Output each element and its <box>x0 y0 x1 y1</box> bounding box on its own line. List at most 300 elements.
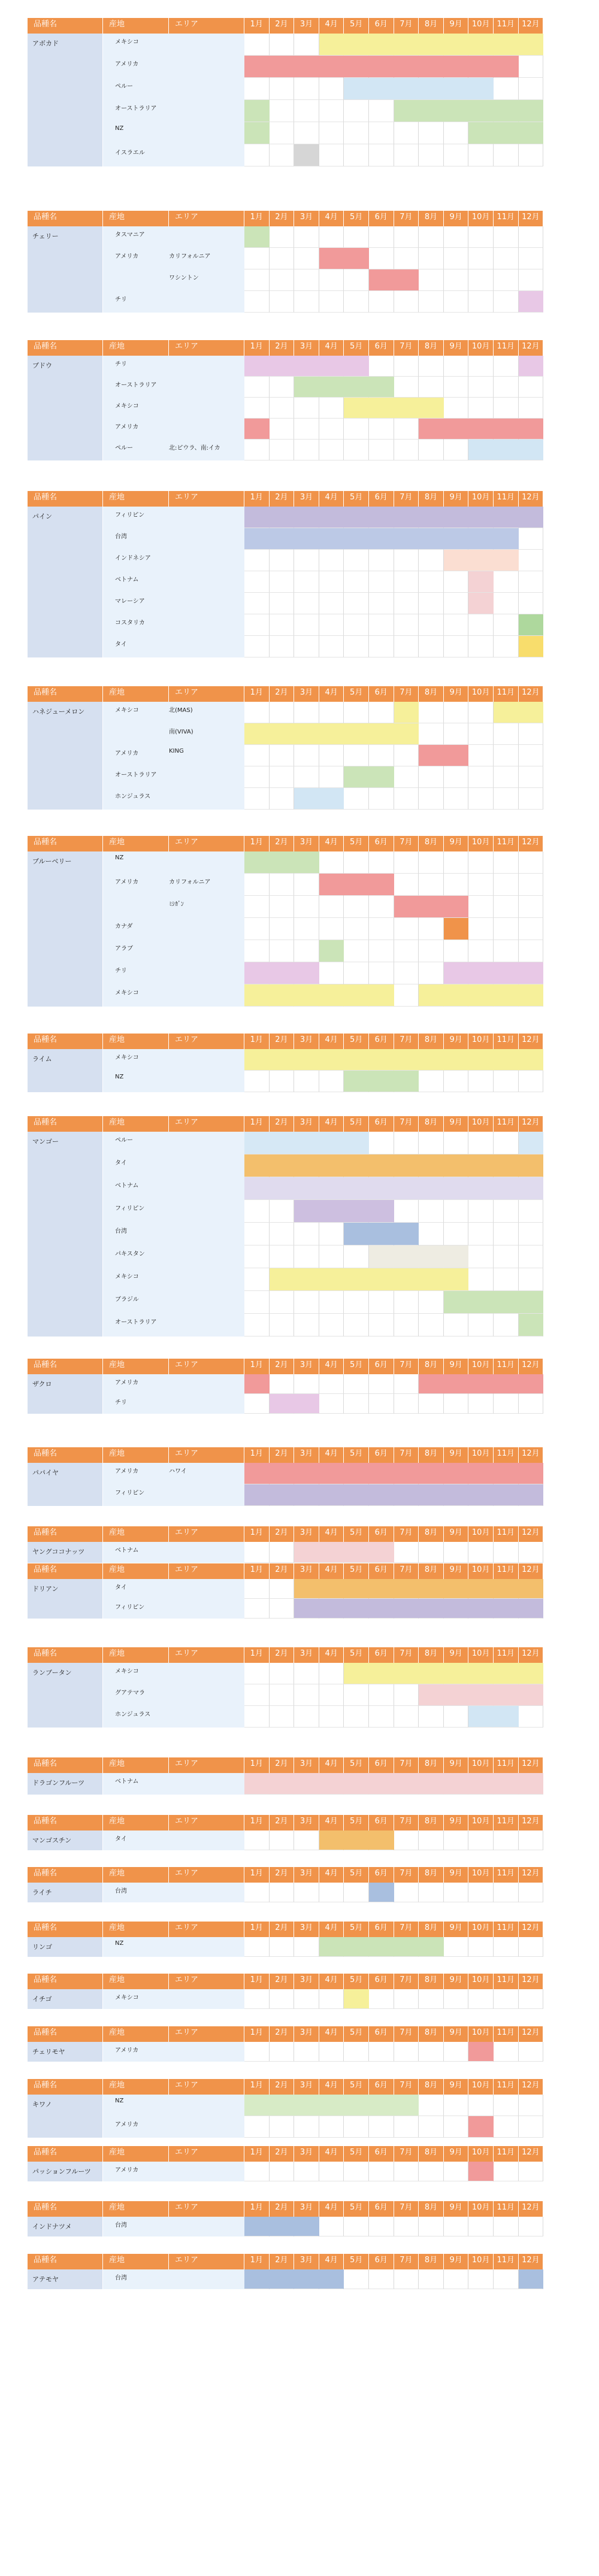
season-cell <box>270 100 295 122</box>
season-cell <box>244 1989 270 2009</box>
header-month: 12月 <box>519 2201 544 2217</box>
season-cell-active <box>444 1463 469 1484</box>
season-cell-active <box>468 2162 494 2181</box>
season-cell <box>244 1937 270 1957</box>
header-variety: 品種名 <box>28 1359 103 1374</box>
table-row <box>28 550 574 571</box>
season-cell <box>419 851 444 874</box>
header-month: 1月 <box>244 2146 270 2162</box>
season-cell-active <box>369 1542 394 1563</box>
header-month: 2月 <box>270 2201 295 2217</box>
season-cell-active <box>419 1049 444 1071</box>
table-row <box>28 1374 574 1394</box>
header-month: 9月 <box>444 1116 469 1132</box>
season-cell <box>369 1706 394 1728</box>
header-month: 11月 <box>494 1526 519 1542</box>
header-month: 3月 <box>294 1563 319 1579</box>
header-origin: 産地 <box>103 491 169 507</box>
area-label <box>169 2217 244 2236</box>
season-cell-active <box>494 550 519 571</box>
season-cell <box>319 766 344 788</box>
header-month: 6月 <box>369 18 394 34</box>
season-cell <box>270 1291 295 1314</box>
header-month: 10月 <box>468 1526 494 1542</box>
season-cell-active <box>494 1579 519 1599</box>
season-cell-active <box>270 1394 295 1414</box>
header-month: 4月 <box>319 211 344 226</box>
season-cell <box>494 918 519 940</box>
season-cell <box>494 269 519 291</box>
table-row <box>28 356 574 377</box>
area-label <box>169 1132 244 1154</box>
season-cell <box>494 1132 519 1154</box>
header-month: 6月 <box>369 1359 394 1374</box>
season-cell <box>270 1937 295 1957</box>
header-month: 12月 <box>519 2079 544 2095</box>
header-month: 8月 <box>419 1974 444 1989</box>
header-month: 3月 <box>294 340 319 356</box>
header-month: 6月 <box>369 2026 394 2042</box>
season-cell <box>270 1245 295 1268</box>
season-cell <box>244 1268 270 1291</box>
season-cell-active <box>244 122 270 144</box>
season-cell-active <box>294 851 319 874</box>
season-cell <box>468 269 494 291</box>
season-cell <box>270 1684 295 1706</box>
season-cell <box>319 614 344 636</box>
table-row <box>28 1463 574 1484</box>
area-label <box>169 788 244 810</box>
header-month: 9月 <box>444 340 469 356</box>
season-cell-active <box>369 78 394 100</box>
season-cell <box>244 1706 270 1728</box>
header-month: 3月 <box>294 686 319 702</box>
season-cell-active <box>519 1463 544 1484</box>
season-cell-active <box>294 1154 319 1177</box>
season-cell-active <box>394 398 419 419</box>
season-cell <box>369 2269 394 2289</box>
season-cell-active <box>344 398 369 419</box>
season-cell <box>344 940 369 962</box>
header-month: 11月 <box>494 340 519 356</box>
season-cell-active <box>244 962 270 984</box>
header-month: 10月 <box>468 1116 494 1132</box>
season-cell <box>419 1132 444 1154</box>
table-header <box>28 1034 574 1049</box>
area-label <box>169 1314 244 1337</box>
header-month: 9月 <box>444 1867 469 1883</box>
origin-label: ホンジュラス <box>103 788 169 810</box>
season-cell <box>270 636 295 657</box>
header-month: 8月 <box>419 1447 444 1463</box>
season-cell-active <box>468 1463 494 1484</box>
area-label <box>169 1223 244 1245</box>
season-cell-active <box>394 1049 419 1071</box>
season-cell <box>319 1374 344 1394</box>
season-cell-active <box>444 550 469 571</box>
season-cell <box>419 874 444 896</box>
season-cell <box>244 1394 270 1414</box>
season-cell <box>344 122 369 144</box>
season-cell-active <box>468 1706 494 1728</box>
season-cell-active <box>319 1268 344 1291</box>
season-cell <box>468 1245 494 1268</box>
season-cell-active <box>444 1663 469 1684</box>
season-cell <box>444 1200 469 1223</box>
season-cell <box>519 1268 544 1291</box>
area-label <box>169 636 244 657</box>
header-month: 1月 <box>244 1867 270 1883</box>
header-area: エリア <box>169 836 244 851</box>
variety-name: アボカド <box>28 34 103 166</box>
season-cell <box>294 1831 319 1850</box>
season-cell <box>344 2116 369 2138</box>
season-cell-active <box>369 1663 394 1684</box>
header-origin: 産地 <box>103 1815 169 1831</box>
season-cell-active <box>468 571 494 593</box>
season-cell <box>519 1071 544 1092</box>
header-month: 12月 <box>519 18 544 34</box>
season-cell <box>294 1989 319 2009</box>
header-origin: 産地 <box>103 1563 169 1579</box>
season-cell-active <box>344 1154 369 1177</box>
header-month: 8月 <box>419 2026 444 2042</box>
area-label <box>169 100 244 122</box>
season-cell <box>270 2042 295 2062</box>
season-cell-active <box>344 1200 369 1223</box>
season-cell <box>494 248 519 269</box>
season-cell <box>419 144 444 166</box>
header-month: 8月 <box>419 1034 444 1049</box>
season-cell <box>244 896 270 918</box>
season-cell <box>394 593 419 614</box>
season-cell <box>468 1314 494 1337</box>
season-cell <box>319 571 344 593</box>
header-month: 3月 <box>294 211 319 226</box>
season-cell-active <box>519 1374 544 1394</box>
season-cell-active <box>394 1223 419 1245</box>
header-variety: 品種名 <box>28 18 103 34</box>
season-cell <box>344 745 369 766</box>
header-month: 5月 <box>344 2254 369 2269</box>
season-cell-active <box>494 419 519 440</box>
season-cell <box>319 78 344 100</box>
season-cell-active <box>244 2095 270 2116</box>
area-label <box>169 507 244 528</box>
header-month: 8月 <box>419 340 444 356</box>
season-cell <box>519 56 544 78</box>
header-month: 6月 <box>369 1974 394 1989</box>
season-cell <box>369 2116 394 2138</box>
season-cell <box>468 918 494 940</box>
header-month: 11月 <box>494 1116 519 1132</box>
header-month: 9月 <box>444 1757 469 1773</box>
area-label <box>169 984 244 1007</box>
season-cell <box>319 1291 344 1314</box>
header-month: 11月 <box>494 2079 519 2095</box>
header-month: 6月 <box>369 836 394 851</box>
season-cell <box>468 766 494 788</box>
header-month: 9月 <box>444 1647 469 1663</box>
area-label <box>169 1177 244 1200</box>
header-variety: 品種名 <box>28 1867 103 1883</box>
header-month: 11月 <box>494 1359 519 1374</box>
header-area: エリア <box>169 1867 244 1883</box>
season-cell <box>294 1663 319 1684</box>
season-cell-active <box>369 1883 394 1902</box>
header-area: エリア <box>169 340 244 356</box>
season-cell-active <box>344 1132 369 1154</box>
table-row <box>28 874 574 896</box>
season-cell <box>519 226 544 248</box>
header-month: 5月 <box>344 2079 369 2095</box>
header-month: 3月 <box>294 2079 319 2095</box>
header-month: 5月 <box>344 836 369 851</box>
variety-name: パッションフルーツ <box>28 2162 103 2181</box>
table-header <box>28 2201 574 2217</box>
header-month: 7月 <box>394 1526 419 1542</box>
season-cell-active <box>369 766 394 788</box>
season-cell <box>294 2162 319 2181</box>
season-cell-active <box>394 1599 419 1619</box>
season-cell <box>394 1291 419 1314</box>
season-cell-active <box>494 1154 519 1177</box>
season-cell-active <box>294 1484 319 1506</box>
season-cell <box>444 440 469 460</box>
season-cell <box>468 896 494 918</box>
season-cell <box>270 34 295 56</box>
season-cell-active <box>494 122 519 144</box>
origin-label: タイ <box>103 636 169 657</box>
season-cell <box>369 1291 394 1314</box>
table-row <box>28 2269 574 2289</box>
origin-label: ベトナム <box>103 1773 169 1795</box>
season-cell-active <box>519 2269 544 2289</box>
origin-label: アメリカ <box>103 56 169 78</box>
header-month: 4月 <box>319 2026 344 2042</box>
header-month: 11月 <box>494 1815 519 1831</box>
season-cell <box>394 636 419 657</box>
season-cell-active <box>294 1200 319 1223</box>
season-cell-active <box>444 1154 469 1177</box>
origin-label: アメリカ <box>103 248 169 269</box>
header-month: 5月 <box>344 1647 369 1663</box>
season-cell-active <box>444 1773 469 1795</box>
header-month: 4月 <box>319 2146 344 2162</box>
season-cell <box>444 2042 469 2062</box>
header-month: 6月 <box>369 1116 394 1132</box>
header-month: 7月 <box>394 1034 419 1049</box>
header-variety: 品種名 <box>28 2026 103 2042</box>
season-cell-active <box>319 723 344 745</box>
season-cell <box>519 874 544 896</box>
season-cell-active <box>369 1937 394 1957</box>
season-cell <box>270 1579 295 1599</box>
origin-label: メキシコ <box>103 1663 169 1684</box>
season-cell-active <box>344 507 369 528</box>
season-cell <box>468 377 494 398</box>
season-cell <box>494 1245 519 1268</box>
header-month: 11月 <box>494 1447 519 1463</box>
season-cell <box>294 1937 319 1957</box>
header-area: エリア <box>169 1116 244 1132</box>
header-month: 11月 <box>494 1974 519 1989</box>
season-cell-active <box>244 2217 270 2236</box>
area-label <box>169 2116 244 2138</box>
season-cell-active <box>369 1177 394 1200</box>
area-label <box>169 1374 244 1394</box>
header-month: 12月 <box>519 1526 544 1542</box>
season-cell <box>494 1831 519 1850</box>
season-cell <box>494 636 519 657</box>
season-cell <box>444 291 469 313</box>
season-cell <box>244 2042 270 2062</box>
season-cell <box>394 1706 419 1728</box>
season-cell <box>444 2095 469 2116</box>
season-cell <box>344 1394 369 1414</box>
header-month: 12月 <box>519 1922 544 1937</box>
season-cell-active <box>369 1463 394 1484</box>
season-cell <box>294 896 319 918</box>
header-month: 6月 <box>369 1815 394 1831</box>
header-month: 8月 <box>419 1563 444 1579</box>
season-cell <box>394 1883 419 1902</box>
header-month: 9月 <box>444 1526 469 1542</box>
origin-label: 台湾 <box>103 528 169 550</box>
origin-label: タイ <box>103 1154 169 1177</box>
header-origin: 産地 <box>103 1526 169 1542</box>
area-label <box>169 356 244 377</box>
area-label <box>169 144 244 166</box>
table-header <box>28 211 574 226</box>
season-cell <box>369 702 394 723</box>
season-cell-active <box>519 34 544 56</box>
header-month: 4月 <box>319 1815 344 1831</box>
header-origin: 産地 <box>103 1359 169 1374</box>
season-cell-active <box>494 1374 519 1394</box>
season-cell-active <box>294 1132 319 1154</box>
season-cell <box>394 1394 419 1414</box>
season-cell-active <box>270 1049 295 1071</box>
header-month: 4月 <box>319 340 344 356</box>
season-cell <box>244 1245 270 1268</box>
season-cell <box>468 1132 494 1154</box>
header-month: 9月 <box>444 491 469 507</box>
season-cell-active <box>394 1154 419 1177</box>
season-cell <box>244 550 270 571</box>
season-cell-active <box>344 723 369 745</box>
season-cell-active <box>270 1132 295 1154</box>
season-cell-active <box>394 528 419 550</box>
header-origin: 産地 <box>103 1447 169 1463</box>
season-cell <box>369 1374 394 1394</box>
season-cell <box>294 1684 319 1706</box>
header-month: 8月 <box>419 1922 444 1937</box>
season-cell-active <box>369 528 394 550</box>
header-month: 4月 <box>319 2201 344 2217</box>
header-month: 1月 <box>244 491 270 507</box>
season-cell <box>468 1268 494 1291</box>
header-variety: 品種名 <box>28 1647 103 1663</box>
season-cell <box>519 550 544 571</box>
header-area: エリア <box>169 1447 244 1463</box>
season-cell-active <box>419 984 444 1007</box>
season-cell <box>444 723 469 745</box>
variety-name: ドラゴンフルーツ <box>28 1773 103 1795</box>
season-cell-active <box>519 1154 544 1177</box>
header-month: 3月 <box>294 1447 319 1463</box>
season-cell <box>444 122 469 144</box>
header-month: 7月 <box>394 491 419 507</box>
season-cell <box>344 2269 369 2289</box>
season-cell <box>244 745 270 766</box>
season-cell-active <box>270 2269 295 2289</box>
season-cell <box>444 1542 469 1563</box>
season-cell-active <box>369 874 394 896</box>
table-row <box>28 1989 574 2009</box>
season-cell <box>444 248 469 269</box>
header-month: 2月 <box>270 2146 295 2162</box>
origin-label: NZ <box>103 1937 169 1957</box>
season-cell <box>319 1314 344 1337</box>
season-cell <box>419 636 444 657</box>
season-cell <box>319 1394 344 1414</box>
table-row <box>28 1684 574 1706</box>
season-cell <box>419 356 444 377</box>
season-cell <box>519 1937 544 1957</box>
season-cell <box>319 1684 344 1706</box>
header-month: 10月 <box>468 1815 494 1831</box>
season-cell <box>244 2162 270 2181</box>
header-month: 12月 <box>519 1034 544 1049</box>
season-cell <box>270 226 295 248</box>
season-cell <box>294 614 319 636</box>
season-cell <box>394 851 419 874</box>
header-month: 10月 <box>468 2026 494 2042</box>
season-cell <box>419 1223 444 1245</box>
season-cell-active <box>270 1268 295 1291</box>
season-cell-active <box>468 1374 494 1394</box>
season-cell <box>519 918 544 940</box>
table-row <box>28 918 574 940</box>
header-month: 8月 <box>419 1815 444 1831</box>
origin-label: イスラエル <box>103 144 169 166</box>
season-cell-active <box>519 1684 544 1706</box>
season-cell <box>270 1071 295 1092</box>
header-month: 7月 <box>394 1867 419 1883</box>
season-cell <box>519 2095 544 2116</box>
season-cell <box>519 398 544 419</box>
table-row <box>28 1773 574 1795</box>
season-cell-active <box>369 1599 394 1619</box>
season-cell <box>394 1542 419 1563</box>
header-month: 10月 <box>468 2079 494 2095</box>
header-month: 9月 <box>444 211 469 226</box>
season-cell <box>244 1200 270 1223</box>
area-label <box>169 1989 244 2009</box>
season-cell <box>294 702 319 723</box>
season-cell <box>468 248 494 269</box>
season-cell <box>369 1314 394 1337</box>
season-cell <box>344 440 369 460</box>
season-cell <box>394 2042 419 2062</box>
season-cell-active <box>244 851 270 874</box>
header-month: 7月 <box>394 1815 419 1831</box>
header-month: 7月 <box>394 1116 419 1132</box>
season-cell-active <box>369 1071 394 1092</box>
table-row <box>28 1883 574 1902</box>
header-month: 7月 <box>394 2201 419 2217</box>
